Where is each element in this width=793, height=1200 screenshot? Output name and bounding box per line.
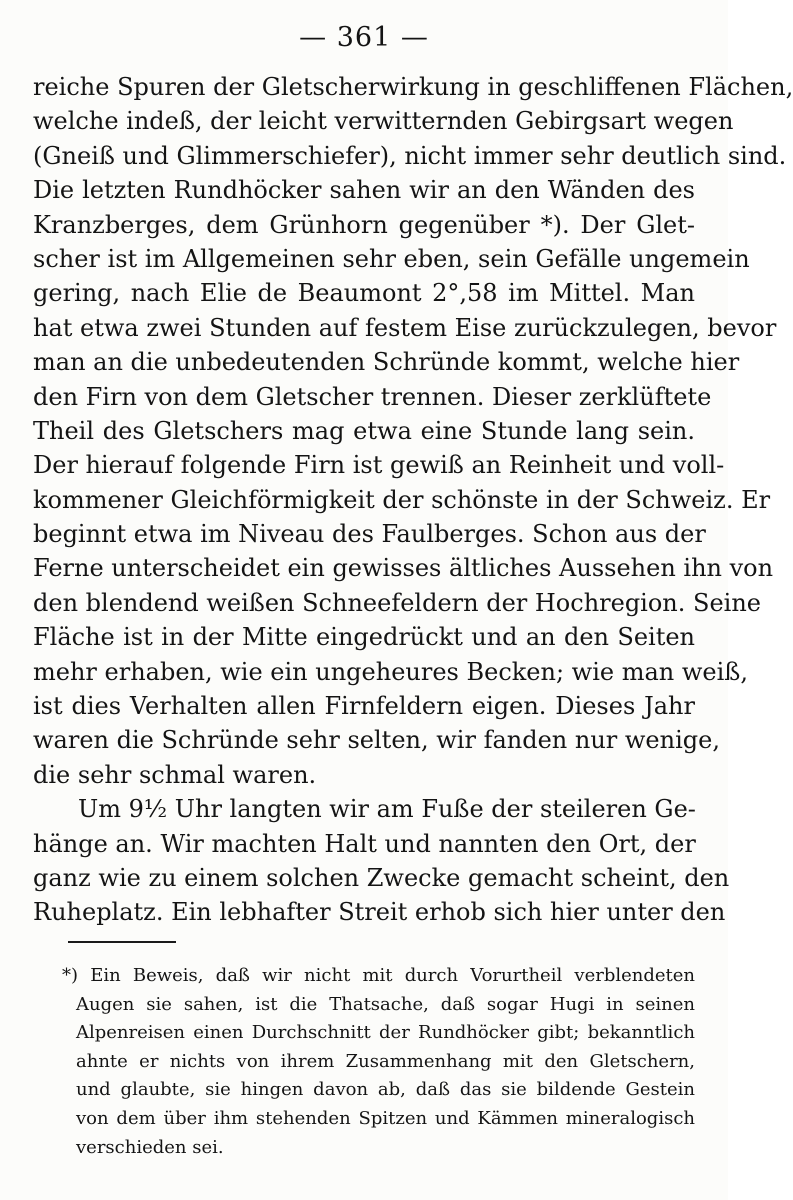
- text-line: ist dies Verhalten allen Firnfeldern eigen. Dieses Jahr: [33, 692, 695, 721]
- footnote-line: verschieden sei.: [76, 1136, 224, 1158]
- text-line: hat etwa zwei Stunden auf festem Eise zurückzulegen, bevor: [33, 313, 777, 342]
- text-line: mehr erhaben, wie ein ungeheures Becken; wie man weiß,: [33, 657, 748, 686]
- text-line: die sehr schmal waren.: [33, 760, 317, 789]
- text-line: Theil des Gletschers mag etwa eine Stunde lang sein.: [33, 416, 695, 445]
- text-line: gering, nach Elie de Beaumont 2°,58 im Mittel. Man: [33, 279, 695, 308]
- page-number: — 361 —: [299, 22, 429, 53]
- text-line: scher ist im Allgemeinen sehr eben, sein Gefälle ungemein: [33, 244, 750, 273]
- main-text: [33, 70, 793, 930]
- footnote-line: Alpenreisen einen Durchschnitt der Rundhöcker gibt; bekanntlich: [76, 1022, 695, 1044]
- footnote-line: von dem über ihm stehenden Spitzen und Kämmen mineralogisch: [76, 1107, 695, 1129]
- text-line: hänge an. Wir machten Halt und nannten den Ort, der: [33, 829, 696, 858]
- text-line: Um 9½ Uhr langten wir am Fuße der steileren Ge-: [78, 795, 696, 824]
- footnote-line: Augen sie sahen, ist die Thatsache, daß sogar Hugi in seinen: [76, 993, 695, 1015]
- text-line: man an die unbedeutenden Schründe kommt, welche hier: [33, 348, 740, 377]
- text-line: ganz wie zu einem solchen Zwecke gemacht scheint, den: [33, 863, 730, 892]
- footnote-line: *) Ein Beweis, daß wir nicht mit durch Vorurtheil verblendeten: [62, 965, 695, 986]
- text-line: Ferne unterscheidet ein gewisses ältliches Aussehen ihn von: [33, 554, 774, 583]
- text-line: (Gneiß und Glimmerschiefer), nicht immer sehr deutlich sind.: [33, 141, 787, 170]
- text-line: Fläche ist in der Mitte eingedrückt und an den Seiten: [33, 623, 695, 652]
- footnote-line: und glaubte, sie hingen davon ab, daß das sie bildende Gestein: [76, 1079, 695, 1101]
- text-line: waren die Schründe sehr selten, wir fanden nur wenige,: [33, 726, 720, 755]
- text-line: kommener Gleichförmigkeit der schönste in der Schweiz. Er: [33, 485, 771, 514]
- text-line: Ruheplatz. Ein lebhafter Streit erhob sich hier unter den: [33, 898, 726, 927]
- footnote-line: ahnte er nichts von ihrem Zusammenhang mit den Gletschern,: [76, 1050, 695, 1072]
- text-line: den blendend weißen Schneefeldern der Hochregion. Seine: [33, 588, 762, 617]
- text-line: Kranzberges, dem Grünhorn gegenüber *). Der Glet-: [33, 210, 695, 239]
- footnote-divider: [68, 941, 176, 943]
- text-line: beginnt etwa im Niveau des Faulberges. Schon aus der: [33, 520, 706, 549]
- footnote: [62, 962, 695, 1162]
- text-line: welche indeß, der leicht verwitternden Gebirgsart wegen: [33, 107, 734, 136]
- text-line: Der hierauf folgende Firn ist gewiß an Reinheit und voll-: [33, 451, 725, 480]
- text-line: Die letzten Rundhöcker sahen wir an den Wänden des: [33, 176, 695, 205]
- text-line: reiche Spuren der Gletscherwirkung in geschliffenen Flächen,: [33, 73, 793, 101]
- text-line: den Firn von dem Gletscher trennen. Dieser zerklüftete: [33, 382, 712, 411]
